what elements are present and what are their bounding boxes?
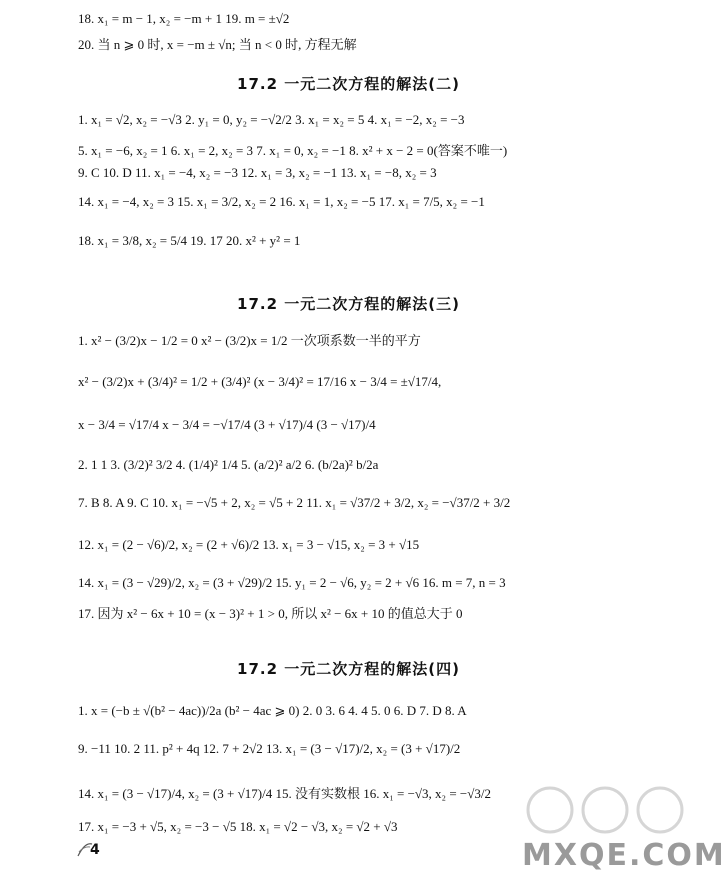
answer-line: 2. 1 1 3. (3/2)² 3/2 4. (1/4)² 1/4 5. (a/2)² a/2 6. (b/2a)² b/2a <box>78 457 379 472</box>
section-heading: 17.2 一元二次方程的解法(二) <box>237 75 460 93</box>
page-number: 4 <box>90 842 100 858</box>
answer-line: 18. x₁ = m − 1, x₂ = −m + 1 19. m = ±√2 <box>78 11 290 26</box>
answer-line: 12. x₁ = (2 − √6)/2, x₂ = (2 + √6)/2 13. x₁ = 3 − √15, x₂ = 3 + √15 <box>78 537 420 552</box>
answer-line: 17. x₁ = −3 + √5, x₂ = −3 − √5 18. x₁ = √2 − √3, x₂ = √2 + √3 <box>78 819 398 834</box>
answer-line: 14. x₁ = (3 − √17)/4, x₂ = (3 + √17)/4 15. 没有实数根 16. x₁ = −√3, x₂ = −√3/2 <box>78 786 491 801</box>
answer-line: 1. x² − (3/2)x − 1/2 = 0 x² − (3/2)x = 1/2 一次项系数一半的平方 <box>78 333 421 348</box>
answer-line: 7. B 8. A 9. C 10. x₁ = −√5 + 2, x₂ = √5 + 2 11. x₁ = √37/2 + 3/2, x₂ = −√37/2 + 3/2 <box>78 495 511 510</box>
answer-line: 20. 当 n ⩾ 0 时, x = −m ± √n; 当 n < 0 时, 方程无解 <box>78 37 357 52</box>
answer-line: 1. x = (−b ± √(b² − 4ac))/2a (b² − 4ac ⩾ 0) 2. 0 3. 6 4. 4 5. 0 6. D 7. D 8. A <box>78 703 467 718</box>
answer-line: 1. x₁ = √2, x₂ = −√3 2. y₁ = 0, y₂ = −√2/2 3. x₁ = x₂ = 5 4. x₁ = −2, x₂ = −3 <box>78 112 465 127</box>
section-heading: 17.2 一元二次方程的解法(四) <box>237 660 460 678</box>
answer-line: 14. x₁ = (3 − √29)/2, x₂ = (3 + √29)/2 15. y₁ = 2 − √6, y₂ = 2 + √6 16. m = 7, n = 3 <box>78 575 506 590</box>
answer-line: 5. x₁ = −6, x₂ = 1 6. x₁ = 2, x₂ = 3 7. x₁ = 0, x₂ = −1 8. x² + x − 2 = 0(答案不唯一) <box>78 143 508 158</box>
section-heading: 17.2 一元二次方程的解法(三) <box>237 295 460 313</box>
answer-line: 18. x₁ = 3/8, x₂ = 5/4 19. 17 20. x² + y² = 1 <box>78 233 301 248</box>
answer-line: 14. x₁ = −4, x₂ = 3 15. x₁ = 3/2, x₂ = 2 16. x₁ = 1, x₂ = −5 17. x₁ = 7/5, x₂ = −1 <box>78 194 485 209</box>
answer-line: x² − (3/2)x + (3/4)² = 1/2 + (3/4)² (x − 3/4)² = 17/16 x − 3/4 = ±√17/4, <box>78 374 442 389</box>
answer-line: 17. 因为 x² − 6x + 10 = (x − 3)² + 1 > 0, 所以 x² − 6x + 10 的值总大于 0 <box>78 606 463 621</box>
answer-line: 9. C 10. D 11. x₁ = −4, x₂ = −3 12. x₁ = 3, x₂ = −1 13. x₁ = −8, x₂ = 3 <box>78 165 437 180</box>
answer-line: 9. −11 10. 2 11. p² + 4q 12. 7 + 2√2 13. x₁ = (3 − √17)/2, x₂ = (3 + √17)/2 <box>78 741 461 756</box>
answer-line: x − 3/4 = √17/4 x − 3/4 = −√17/4 (3 + √17)/4 (3 − √17)/4 <box>78 417 376 432</box>
watermark-text: MXQE.COM <box>522 838 726 873</box>
